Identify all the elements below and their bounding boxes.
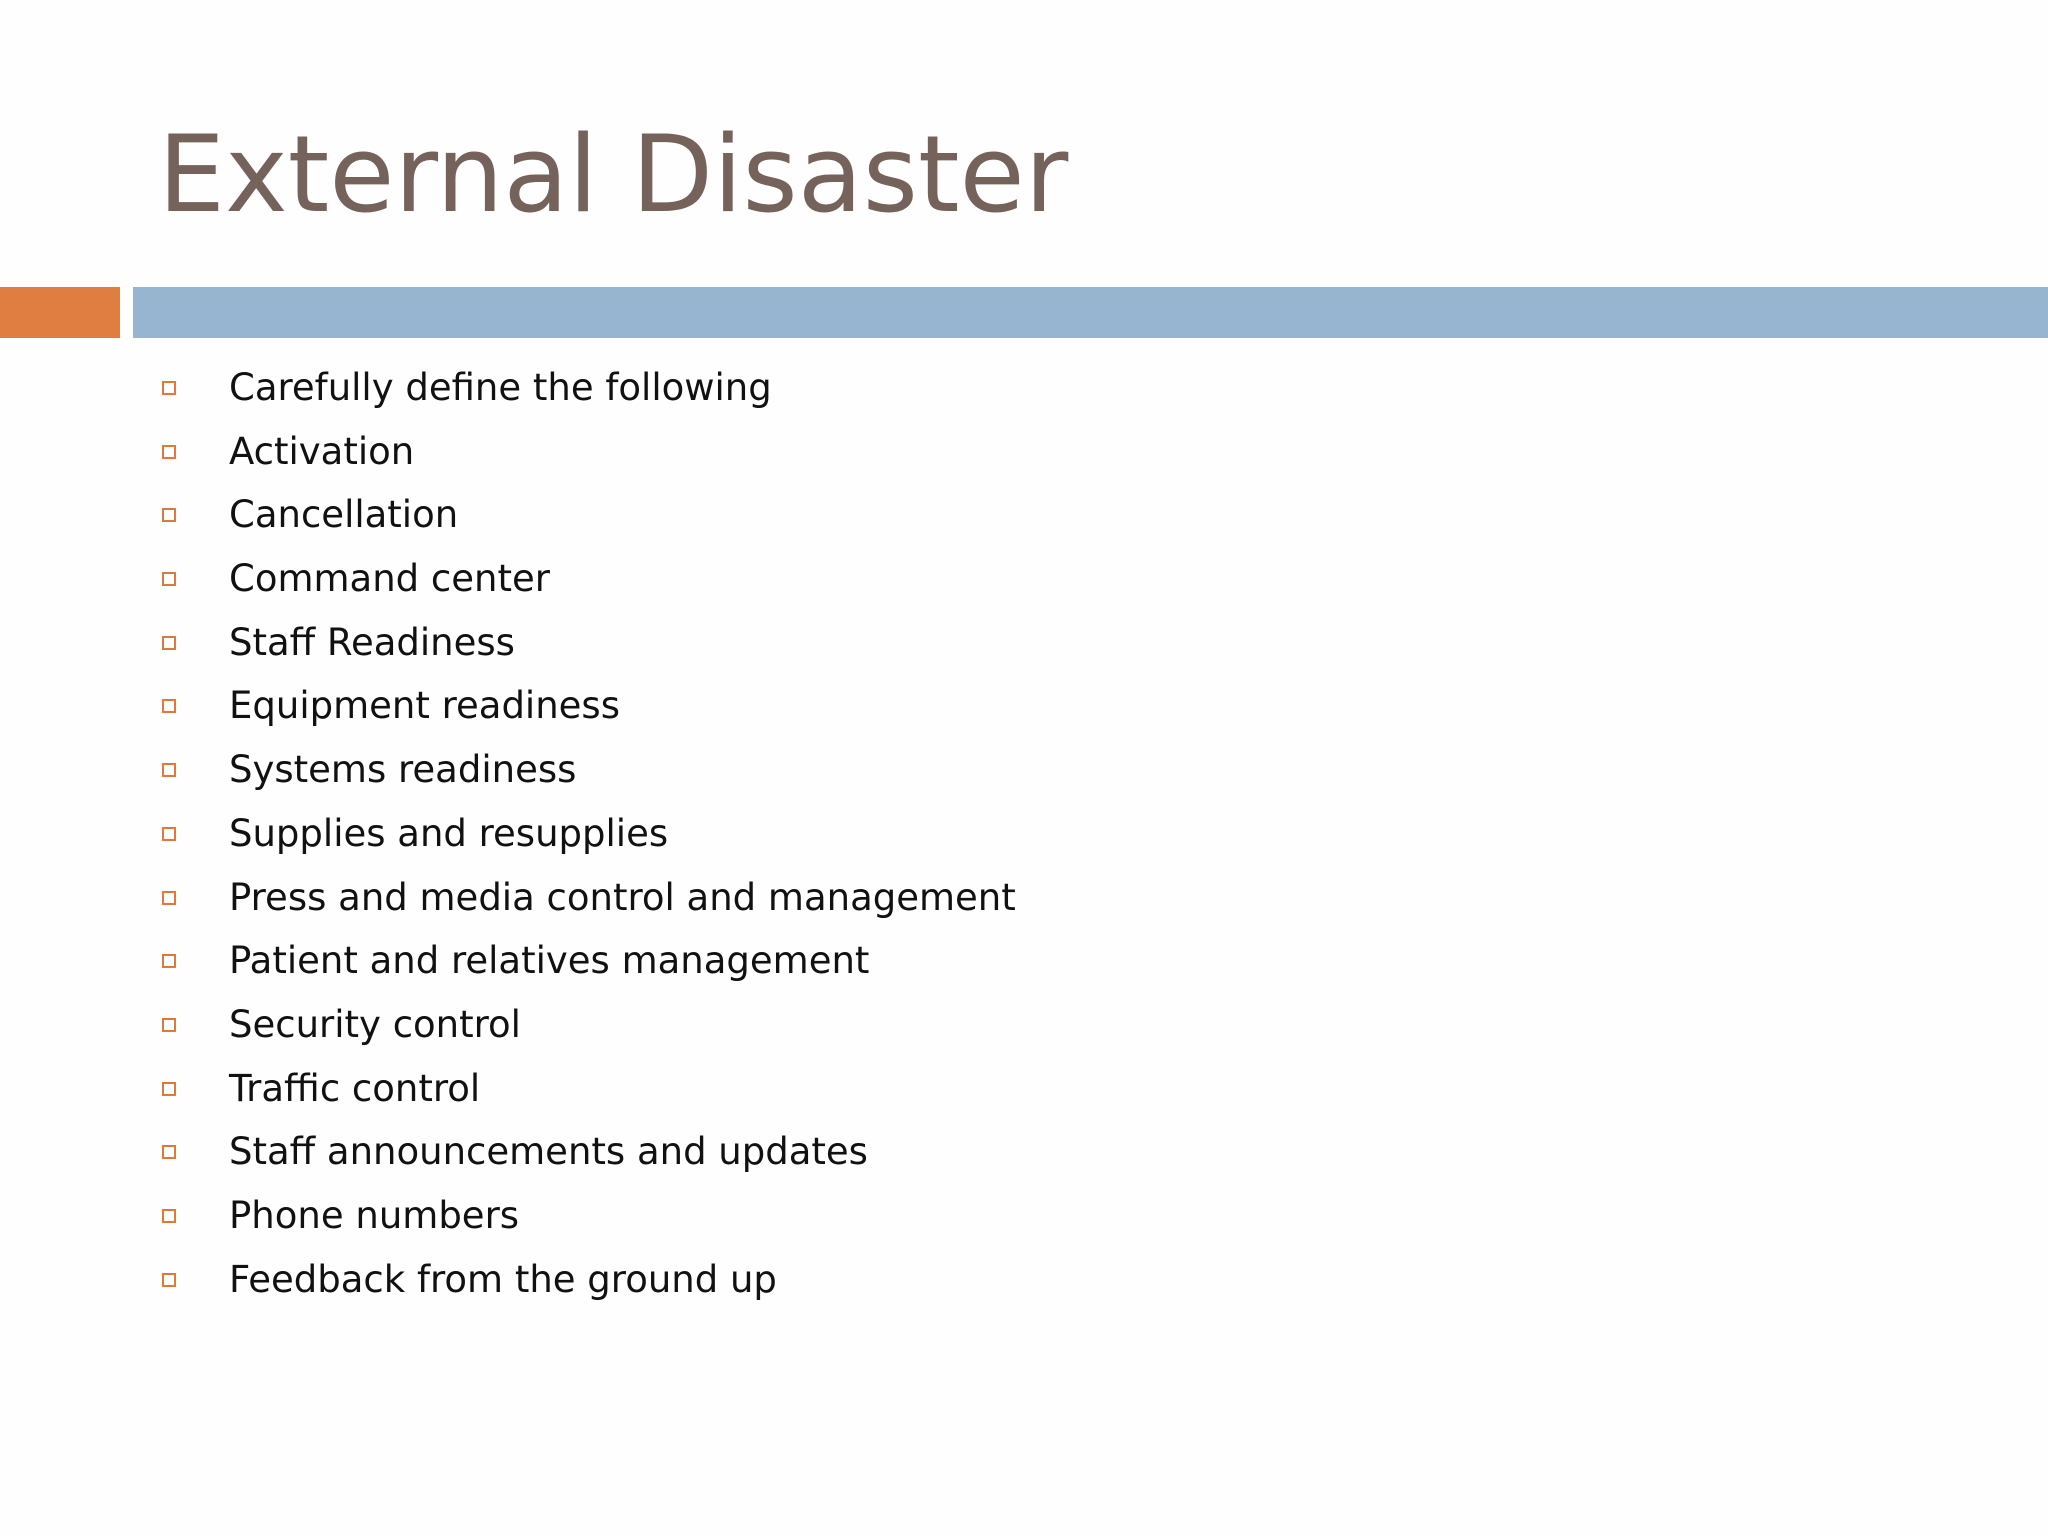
bullet-item <box>0 738 2048 802</box>
bullet-text: Patient and relatives management <box>229 939 870 983</box>
bullet-text: Cancellation <box>229 493 459 537</box>
bullet-item <box>0 1184 2048 1248</box>
bullet-text: Security control <box>229 1002 521 1046</box>
bullet-item <box>0 674 2048 738</box>
hollow-square-bullet-icon <box>162 891 176 905</box>
bullet-text: Staff Readiness <box>229 620 515 664</box>
accent-bar-blue <box>133 287 2048 338</box>
hollow-square-bullet-icon <box>162 445 176 459</box>
bullet-text: Feedback from the ground up <box>229 1257 777 1301</box>
hollow-square-bullet-icon <box>162 699 176 713</box>
hollow-square-bullet-icon <box>162 1082 176 1096</box>
bullet-list <box>0 356 2048 1311</box>
bullet-text: Staff announcements and updates <box>229 1130 868 1174</box>
slide-title: External Disaster <box>158 113 1069 236</box>
bullet-item <box>0 1120 2048 1184</box>
hollow-square-bullet-icon <box>162 1273 176 1287</box>
hollow-square-bullet-icon <box>162 954 176 968</box>
bullet-text: Command center <box>229 557 550 601</box>
hollow-square-bullet-icon <box>162 508 176 522</box>
hollow-square-bullet-icon <box>162 1209 176 1223</box>
bullet-text: Press and media control and management <box>229 875 1016 919</box>
bullet-item <box>0 611 2048 675</box>
hollow-square-bullet-icon <box>162 827 176 841</box>
hollow-square-bullet-icon <box>162 636 176 650</box>
bullet-item <box>0 802 2048 866</box>
bullet-text: Supplies and resupplies <box>229 811 669 855</box>
hollow-square-bullet-icon <box>162 572 176 586</box>
bullet-text: Carefully define the following <box>229 366 772 409</box>
accent-bar-orange <box>0 287 120 338</box>
bullet-text: Traffic control <box>229 1066 481 1110</box>
bullet-text: Systems readiness <box>229 748 577 792</box>
bullet-item <box>0 547 2048 611</box>
bullet-text: Equipment readiness <box>229 684 620 728</box>
bullet-item <box>0 1057 2048 1121</box>
hollow-square-bullet-icon <box>162 1018 176 1032</box>
bullet-item <box>0 483 2048 547</box>
hollow-square-bullet-icon <box>162 763 176 777</box>
hollow-square-bullet-icon <box>162 1145 176 1159</box>
bullet-item <box>0 356 2048 420</box>
bullet-text: Phone numbers <box>229 1193 520 1237</box>
hollow-square-bullet-icon <box>162 381 176 395</box>
bullet-item <box>0 929 2048 993</box>
bullet-item <box>0 420 2048 484</box>
bullet-item <box>0 866 2048 930</box>
bullet-item <box>0 993 2048 1057</box>
bullet-text: Activation <box>229 429 415 473</box>
bullet-item <box>0 1248 2048 1312</box>
